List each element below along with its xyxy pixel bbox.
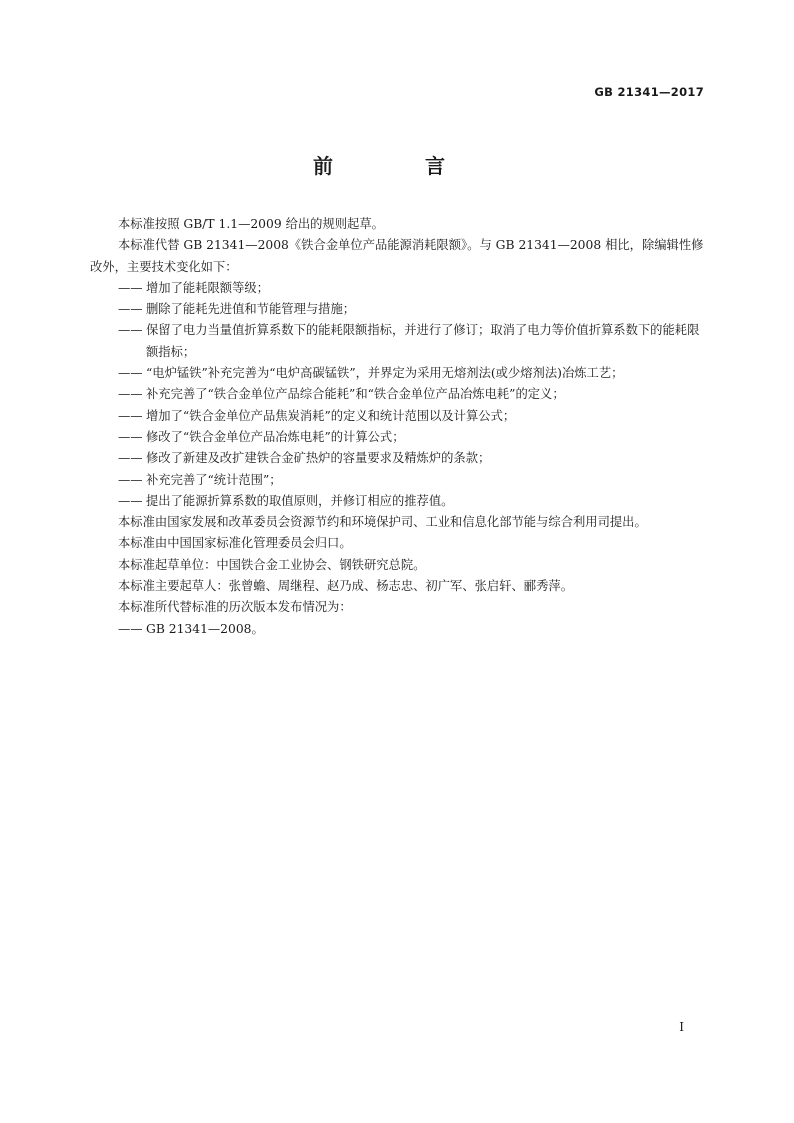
list-item-text: 删除了能耗先进值和节能管理与措施； <box>146 302 356 317</box>
dash-mark: —— <box>118 408 143 423</box>
change-list <box>90 278 704 512</box>
dash-mark: —— <box>118 387 143 402</box>
list-item-text: 增加了“铁合金单位产品焦炭消耗”的定义和统计范围以及计算公式； <box>146 408 516 423</box>
page-number: I <box>679 1020 684 1034</box>
document-body <box>90 214 704 640</box>
paragraph-history-intro: 本标准所代替标准的历次版本发布情况为： <box>118 600 352 615</box>
dash-mark: —— <box>118 366 143 381</box>
list-item-text: 修改了“铁合金单位产品冶炼电耗”的计算公式； <box>146 429 405 444</box>
list-item <box>90 384 704 405</box>
list-item <box>90 491 704 512</box>
paragraph-administrator: 本标准由中国国家标准化管理委员会归口。 <box>118 536 352 551</box>
list-item <box>90 427 704 448</box>
dash-mark: —— <box>118 493 143 508</box>
list-item <box>90 406 704 427</box>
list-item <box>90 320 704 363</box>
paragraph-replacement: 本标准代替 GB 21341—2008《铁合金单位产品能源消耗限额》。与 GB 21341—2008 相比，除编辑性修改外，主要技术变化如下： <box>90 238 704 274</box>
dash-mark: —— <box>118 323 143 338</box>
paragraph-drafting-units: 本标准起草单位：中国铁合金工业协会、钢铁研究总院。 <box>118 557 426 572</box>
list-item-text: 保留了电力当量值折算系数下的能耗限额指标，并进行了修订；取消了电力等价值折算系数下的能耗限额指标； <box>146 323 700 359</box>
list-item-text: “电炉锰铁”补充完善为“电炉高碳锰铁”，并界定为采用无熔剂法(或少熔剂法)冶炼工艺； <box>146 366 624 381</box>
list-item-text: 提出了能源折算系数的取值原则，并修订相应的推荐值。 <box>146 493 454 508</box>
dash-mark: —— <box>118 302 143 317</box>
list-item <box>90 278 704 299</box>
list-item <box>90 470 704 491</box>
list-item-text: 修改了新建及改扩建铁合金矿热炉的容量要求及精炼炉的条款； <box>146 451 491 466</box>
dash-mark: —— <box>118 451 143 466</box>
list-item <box>90 448 704 469</box>
dash-mark: —— <box>118 472 143 487</box>
list-item-text: 补充完善了“统计范围”； <box>146 472 282 487</box>
list-item <box>90 299 704 320</box>
history-item-text: GB 21341—2008。 <box>146 621 264 636</box>
list-item-text: 补充完善了“铁合金单位产品综合能耗”和“铁合金单位产品冶炼电耗”的定义； <box>146 387 565 402</box>
list-item-text: 增加了能耗限额等级； <box>146 280 269 295</box>
paragraph-drafters: 本标准主要起草人：张曾蟾、周继程、赵乃成、杨志忠、初广军、张启轩、郦秀萍。 <box>118 579 573 594</box>
dash-mark: —— <box>118 280 143 295</box>
list-item <box>90 363 704 384</box>
history-item <box>90 619 704 640</box>
dash-mark: —— <box>118 621 143 636</box>
paragraph-proposer: 本标准由国家发展和改革委员会资源节约和环境保护司、工业和信息化部节能与综合利用司提出。 <box>118 515 647 530</box>
paragraph-drafting-rule: 本标准按照 GB/T 1.1—2009 给出的规则起草。 <box>118 217 384 231</box>
header-standard-code: GB 21341—2017 <box>594 85 704 99</box>
page-title: 前 言 <box>313 154 481 178</box>
dash-mark: —— <box>118 429 143 444</box>
